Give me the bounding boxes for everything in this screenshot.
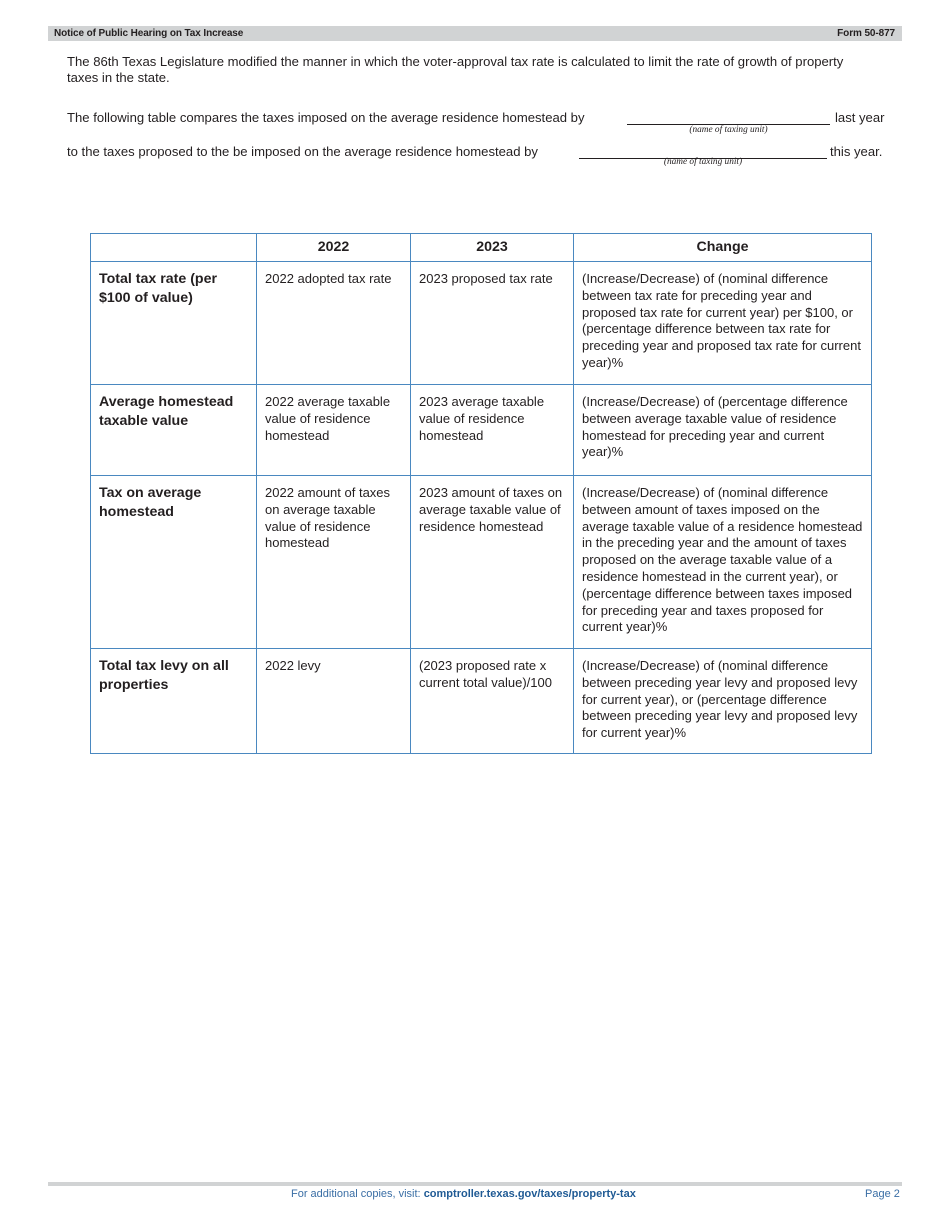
cell-2023: 2023 proposed tax rate (411, 262, 574, 385)
cell-2023: (2023 proposed rate x current total value)/100 (411, 649, 574, 754)
row-label: Average homestead taxable value (91, 385, 257, 476)
taxing-unit-caption-1: (name of taxing unit) (689, 125, 768, 135)
header-empty (91, 234, 257, 262)
footer-copies-link[interactable]: comptroller.texas.gov/taxes/property-tax (423, 1188, 636, 1200)
form-number: Form 50-877 (837, 28, 895, 39)
tax-comparison-table (90, 233, 872, 754)
form-header-bar (48, 26, 902, 41)
cell-change: (Increase/Decrease) of (nominal difference between preceding year levy and proposed levy for current year), or (percentage difference between preceding year levy and proposed levy for current year)% (574, 649, 872, 754)
page-number: Page 2 (865, 1188, 900, 1200)
cell-2023: 2023 amount of taxes on average taxable value of residence homestead (411, 476, 574, 649)
header-2023: 2023 (411, 234, 574, 262)
table-header-row (91, 234, 872, 262)
header-change: Change (574, 234, 872, 262)
footer-divider (48, 1182, 902, 1186)
comparison-line-2-text: to the taxes proposed to the be imposed on the average residence homestead by (67, 144, 538, 159)
cell-change: (Increase/Decrease) of (nominal difference between amount of taxes imposed on the average taxable value of a residence homestead in the preceding year and the amount of taxes proposed on the average taxable value of a residence homestead in the current year), or (percentage difference between taxes imposed for preceding year and taxes proposed for current year)% (574, 476, 872, 649)
table-row (91, 476, 872, 649)
row-label: Total tax levy on all properties (91, 649, 257, 754)
cell-2022: 2022 amount of taxes on average taxable value of residence homestead (257, 476, 411, 649)
table-row (91, 262, 872, 385)
intro-paragraph: The 86th Texas Legislature modified the manner in which the voter-approval tax rate is calculated to limit the rate of growth of property taxes in the state. (67, 54, 844, 85)
cell-2022: 2022 adopted tax rate (257, 262, 411, 385)
cell-change: (Increase/Decrease) of (nominal difference between tax rate for preceding year and proposed tax rate for current year) per $100, or (percentage difference between tax rate for preceding year and proposed tax rate for current year)% (574, 262, 872, 385)
taxing-unit-caption-2: (name of taxing unit) (663, 157, 743, 167)
row-label: Total tax rate (per $100 of value) (91, 262, 257, 385)
cell-2022: 2022 average taxable value of residence homestead (257, 385, 411, 476)
table-row (91, 649, 872, 754)
cell-2022: 2022 levy (257, 649, 411, 754)
comparison-line-1-end: last year (835, 110, 885, 125)
comparison-line-2-end: this year. (830, 144, 883, 159)
comparison-line-1-text: The following table compares the taxes imposed on the average residence homestead by (67, 110, 585, 125)
cell-2023: 2023 average taxable value of residence homestead (411, 385, 574, 476)
cell-change: (Increase/Decrease) of (percentage difference between average taxable value of residence homestead for preceding year and current year)% (574, 385, 872, 476)
footer-copies-label: For additional copies, visit: (291, 1188, 421, 1200)
form-title: Notice of Public Hearing on Tax Increase (54, 28, 244, 39)
header-2022: 2022 (257, 234, 411, 262)
table-row (91, 385, 872, 476)
footer-copies (291, 1188, 636, 1200)
row-label: Tax on average homestead (91, 476, 257, 649)
